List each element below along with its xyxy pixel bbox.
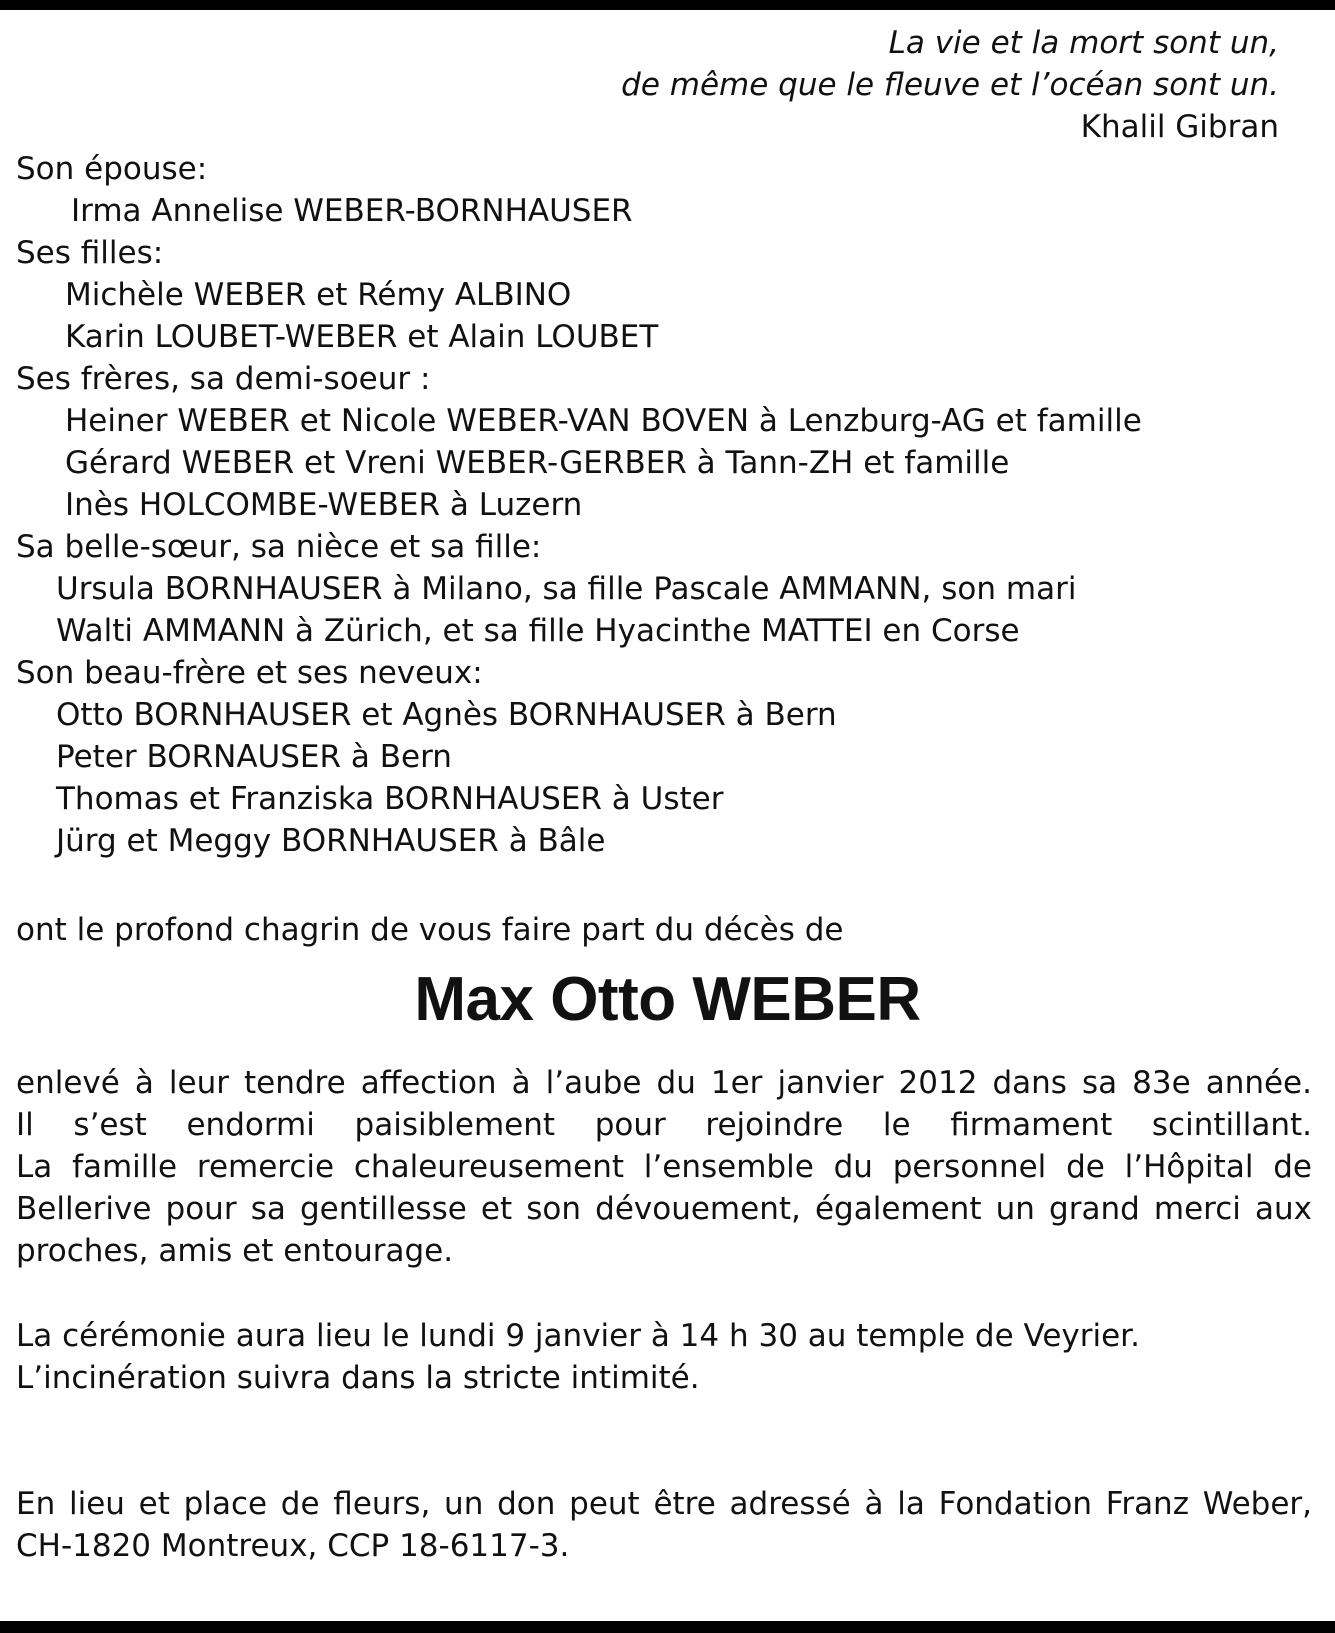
- family-member: Walti AMMANN à Zürich, et sa fille Hyacinthe MATTEI en Corse: [56, 613, 1020, 649]
- thanks-text: La famille remercie chaleureusement l’ensemble du personnel de l’Hôpital de Bellerive pour sa gentillesse et son dévouement, également un grand merci aux proches, amis et entourage.: [16, 1149, 1312, 1269]
- family-member: Irma Annelise WEBER-BORNHAUSER: [71, 193, 633, 229]
- quote-line-2: de même que le fleuve et l’océan sont un.: [621, 67, 1279, 103]
- family-list: [16, 148, 1306, 862]
- deceased-name: Max Otto WEBER: [414, 965, 921, 1034]
- family-heading: Son épouse:: [16, 151, 208, 187]
- family-group-sister-in-law: [16, 526, 1306, 652]
- family-member: Gérard WEBER et Vreni WEBER-GERBER à Tann-ZH et famille: [65, 445, 1010, 481]
- thanks-paragraph: [16, 1146, 1312, 1272]
- donation-text: En lieu et place de fleurs, un don peut être adressé à la Fondation Franz Weber, CH-1820 Montreux, CCP 18-6117-3.: [16, 1486, 1312, 1564]
- family-member: Inès HOLCOMBE-WEBER à Luzern: [65, 487, 583, 523]
- quote-line-1: La vie et la mort sont un,: [888, 25, 1279, 61]
- family-heading: Ses frères, sa demi-soeur :: [16, 361, 431, 397]
- family-member: Michèle WEBER et Rémy ALBINO: [65, 277, 572, 313]
- family-member: Otto BORNHAUSER et Agnès BORNHAUSER à Bern: [56, 697, 837, 733]
- family-member: Peter BORNAUSER à Bern: [56, 739, 452, 775]
- family-heading: Ses filles:: [16, 235, 164, 271]
- ceremony-line-2: L’incinération suivra dans la stricte intimité.: [16, 1360, 700, 1396]
- family-member: Heiner WEBER et Nicole WEBER-VAN BOVEN à Lenzburg-AG et famille: [65, 403, 1142, 439]
- quote-author: Khalil Gibran: [1080, 109, 1279, 145]
- family-group-siblings: [16, 358, 1306, 526]
- family-heading: Sa belle-sœur, sa nièce et sa fille:: [16, 529, 542, 565]
- passing-paragraph: [16, 1062, 1312, 1146]
- ceremony-line-1: La cérémonie aura lieu le lundi 9 janvier à 14 h 30 au temple de Veyrier.: [16, 1318, 1140, 1354]
- epigraph-quote: [621, 22, 1279, 148]
- family-heading: Son beau-frère et ses neveux:: [16, 655, 483, 691]
- family-group-brother-in-law: [16, 652, 1306, 862]
- donation-paragraph: [16, 1483, 1312, 1567]
- family-member: Thomas et Franziska BORNHAUSER à Uster: [56, 781, 724, 817]
- bottom-border-rule: [0, 1621, 1335, 1633]
- passing-line-1: enlevé à leur tendre affection à l’aube du 1er janvier 2012 dans sa 83e année.: [16, 1065, 1312, 1101]
- family-group-daughters: [16, 232, 1306, 358]
- top-border-rule: [0, 0, 1335, 10]
- family-member: Ursula BORNHAUSER à Milano, sa fille Pascale AMMANN, son mari: [56, 571, 1077, 607]
- family-group-spouse: [16, 148, 1306, 232]
- announcement-intro: ont le profond chagrin de vous faire part du décès de: [16, 912, 844, 948]
- passing-line-2: Il s’est endormi paisiblement pour rejoindre le firmament scintillant.: [16, 1107, 1312, 1143]
- family-member: Karin LOUBET-WEBER et Alain LOUBET: [65, 319, 659, 355]
- family-member: Jürg et Meggy BORNHAUSER à Bâle: [56, 823, 606, 859]
- ceremony-paragraph: [16, 1315, 1312, 1399]
